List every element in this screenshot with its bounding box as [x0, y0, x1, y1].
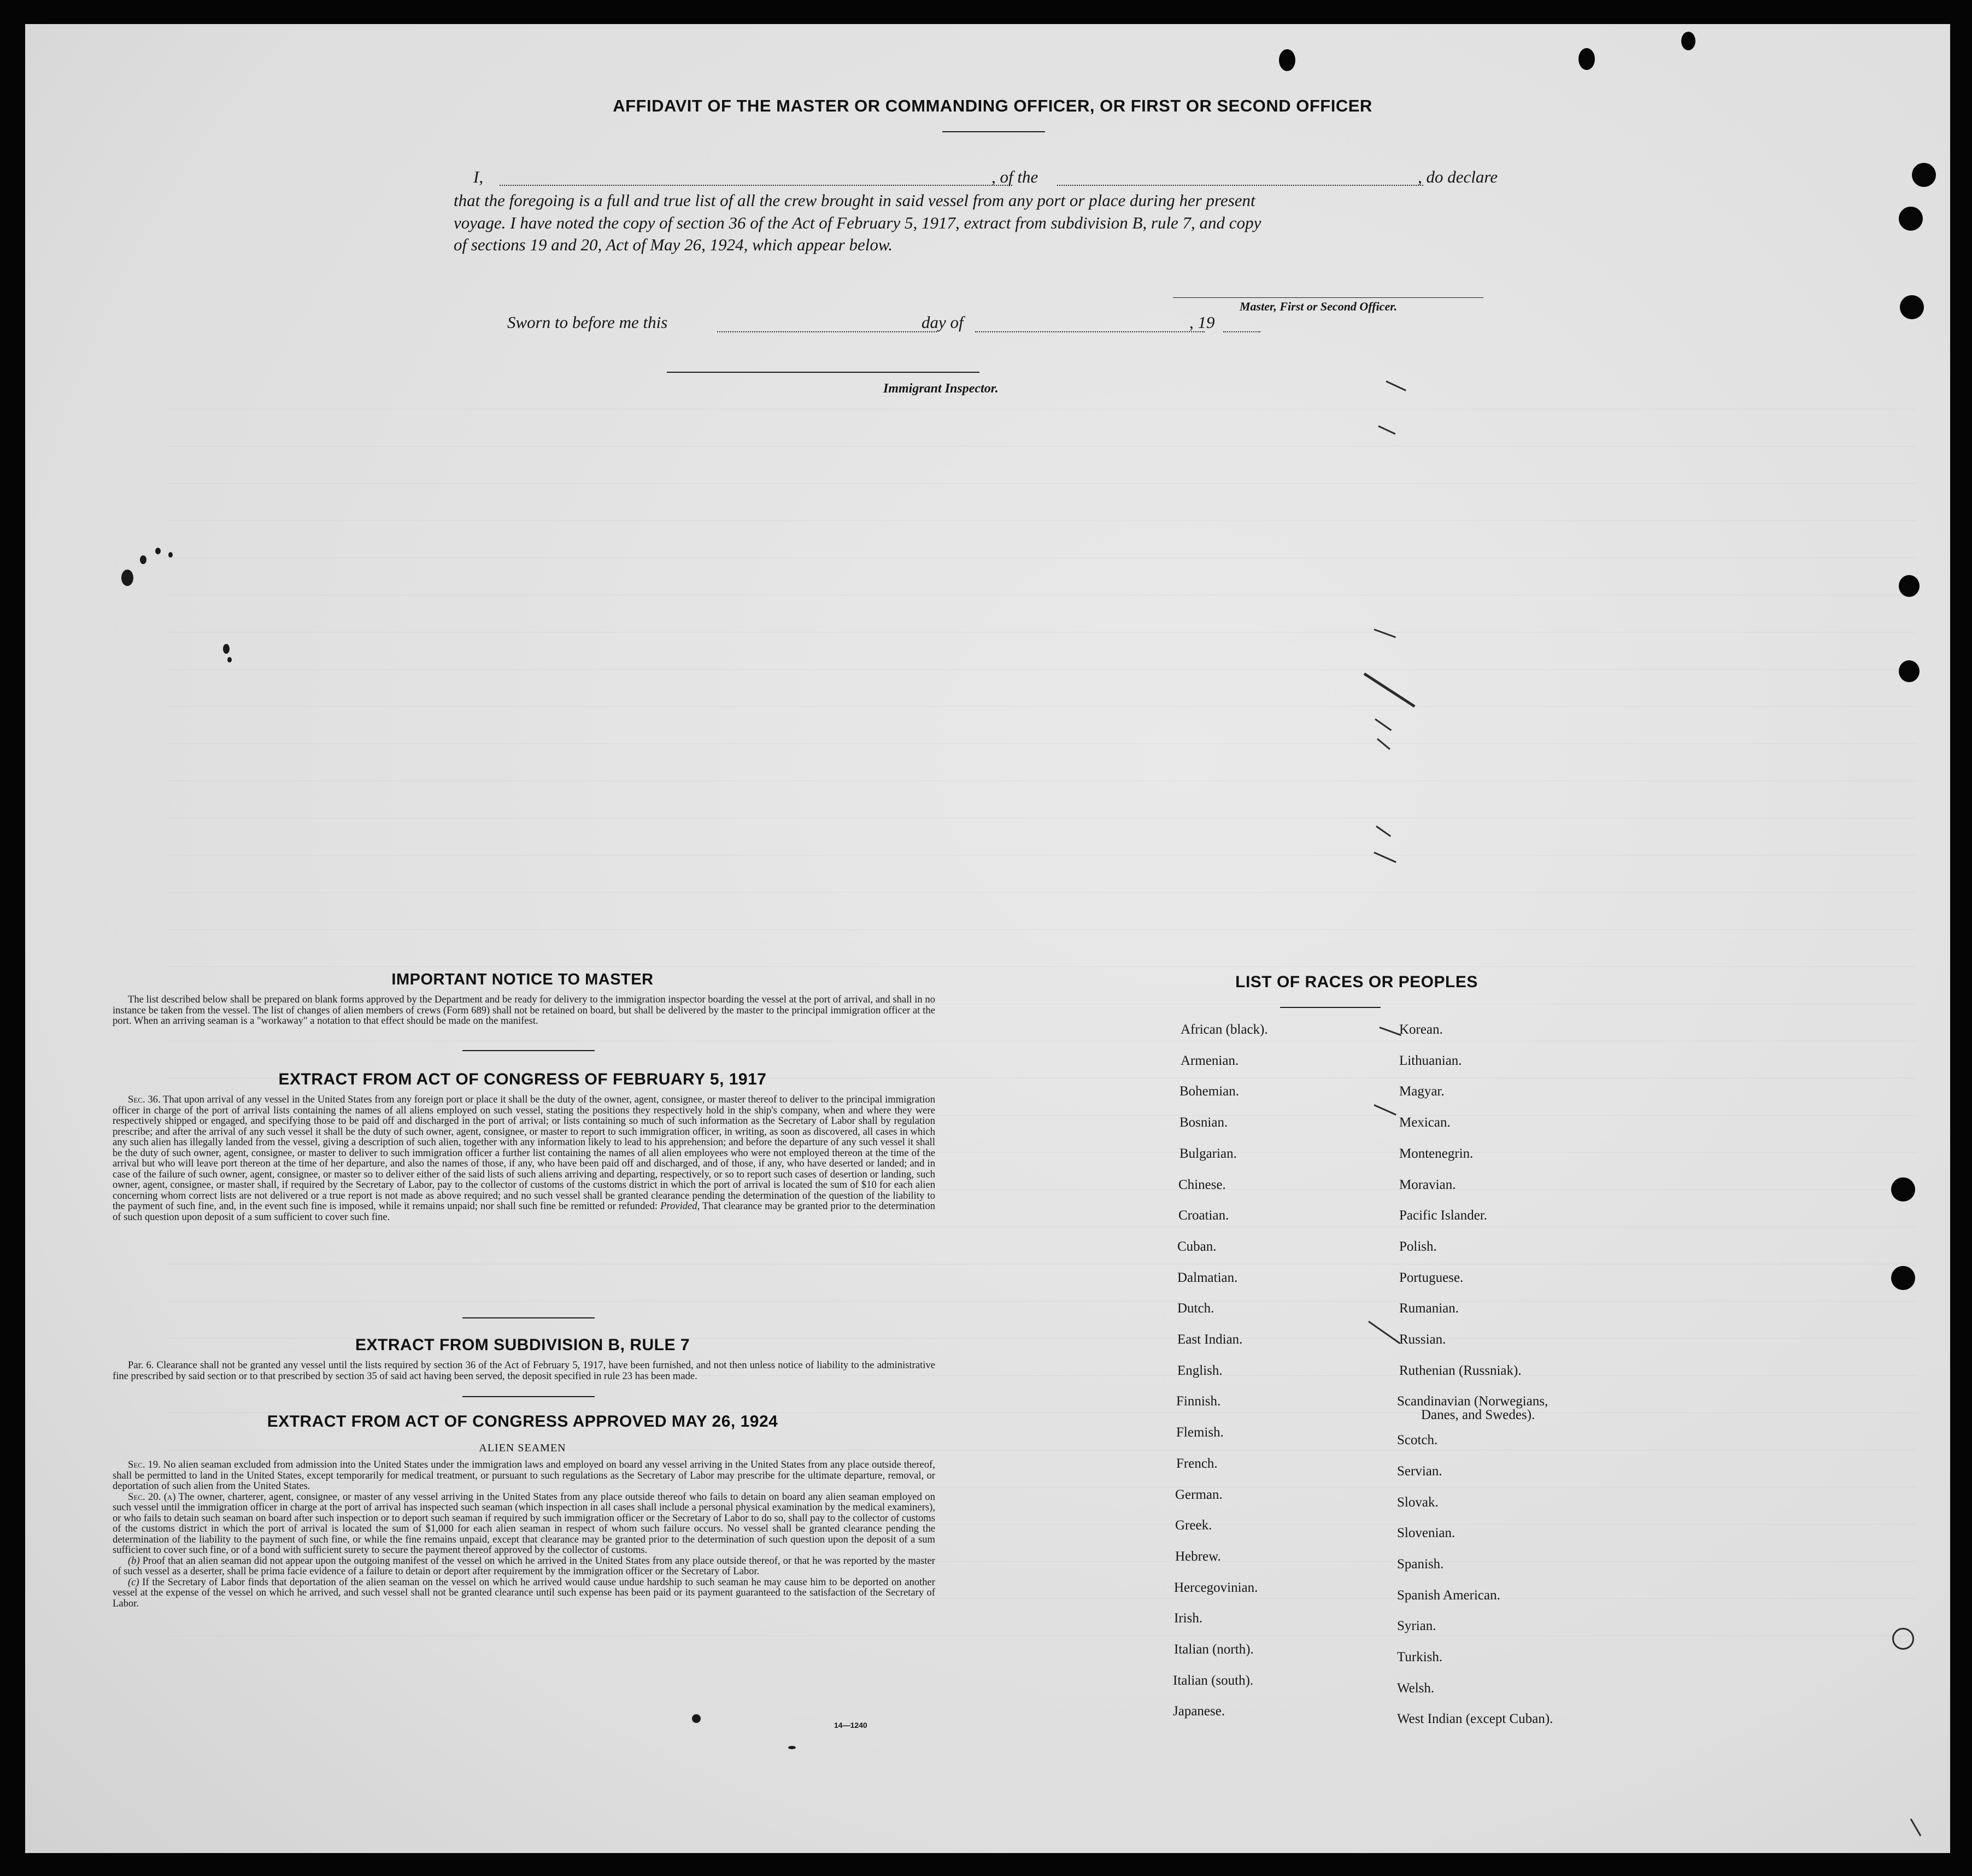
- bleed-through-row: [167, 927, 1916, 930]
- punch-hole: [1279, 49, 1295, 71]
- race-item: Croatian.: [1178, 1208, 1229, 1223]
- ink-speck: [140, 555, 146, 564]
- bleed-through-row: [167, 1299, 1916, 1302]
- affidavit-of-the-label: , of the: [991, 167, 1038, 186]
- bleed-through-row: [167, 778, 1916, 781]
- bleed-through-row: [167, 816, 1916, 818]
- sworn-month-field[interactable]: [975, 331, 1205, 332]
- affidavit-title: AFFIDAVIT OF THE MASTER OR COMMANDING OFFICER, OR FIRST OR SECOND OFFICER: [613, 96, 1372, 115]
- affidavit-i-label: I,: [473, 167, 484, 186]
- race-item: West Indian (except Cuban).: [1397, 1711, 1553, 1726]
- race-item: Spanish.: [1397, 1557, 1444, 1572]
- sec-36-text-end: That clearance may be granted prior to the determination of such question upon deposit of a sum sufficient to cover such fine.: [113, 1200, 936, 1223]
- bleed-through-row: [167, 853, 1916, 855]
- bleed-through-row: [167, 555, 1916, 558]
- race-item: Dutch.: [1177, 1301, 1214, 1316]
- inspector-signature-line[interactable]: [667, 372, 979, 373]
- race-item: Irish.: [1174, 1611, 1203, 1626]
- day-of-label: day of: [922, 313, 964, 332]
- bleed-through-row: [167, 630, 1916, 632]
- sec-19-label: Sec. 19.: [128, 1459, 161, 1470]
- race-item: Dalmatian.: [1177, 1270, 1238, 1285]
- punch-hole: [1912, 163, 1936, 187]
- ink-speck: [121, 570, 133, 586]
- provided-label: Provided,: [660, 1200, 700, 1212]
- notice-paragraph: [113, 994, 935, 1027]
- affidavit-line-2: that the foregoing is a full and true list of all the crew brought in said vessel from any port or place during her present: [454, 191, 1255, 210]
- bleed-through-row: [167, 518, 1916, 521]
- race-item: Scandinavian (Norwegians,: [1397, 1394, 1548, 1409]
- race-item: Korean.: [1399, 1022, 1443, 1037]
- bleed-through-row: [167, 593, 1916, 595]
- sec-20-c-text: If the Secretary of Labor finds that deportation of the alien seaman on the vessel on which he arrived would cause undue hardship to such seaman he may cause him to be deported on another vessel at the expense of the vessel on which he arrived, and such vessel shall not be granted clearance until such expense has been paid or its payment guaranteed to the satisfaction of the Secretary of Labor.: [113, 1576, 935, 1609]
- punch-hole: [1681, 32, 1695, 50]
- ink-speck: [788, 1746, 796, 1749]
- race-item: Syrian.: [1397, 1619, 1436, 1633]
- pencil-mark: [1364, 672, 1416, 707]
- race-item: Chinese.: [1178, 1177, 1226, 1192]
- bleed-through-row: [167, 667, 1916, 670]
- race-item-continued: Danes, and Swedes).: [1421, 1408, 1535, 1422]
- extract-rule7-rule: [462, 1396, 595, 1397]
- sec-20-c-label: (c): [128, 1576, 139, 1588]
- bleed-through-row: [167, 890, 1916, 893]
- extract-1917-paragraph: [113, 1094, 935, 1222]
- ink-speck: [692, 1714, 701, 1723]
- pencil-mark: [1386, 380, 1406, 391]
- vessel-name-field[interactable]: [1057, 185, 1423, 186]
- bleed-through-row: [167, 1224, 1916, 1227]
- extract-1917-title: EXTRACT FROM ACT OF CONGRESS OF FEBRUARY 5, 1917: [278, 1070, 767, 1088]
- race-item: Finnish.: [1176, 1394, 1221, 1409]
- affidavit-line-3: voyage. I have noted the copy of section 36 of the Act of February 5, 1917, extract from subdivision B, rule 7, and copy: [454, 213, 1261, 232]
- race-item: Rumanian.: [1399, 1301, 1459, 1316]
- affidavit-do-declare-label: , do declare: [1418, 167, 1498, 186]
- punch-hole: [1899, 575, 1920, 597]
- ink-speck: [227, 657, 232, 663]
- bleed-through-row: [167, 741, 1916, 744]
- year-label: , 19: [1189, 313, 1215, 332]
- race-item: Welsh.: [1397, 1681, 1435, 1696]
- race-item: Lithuanian.: [1399, 1053, 1462, 1068]
- rule7-text: Par. 6. Clearance shall not be granted any vessel until the lists required by section 36 of the Act of February 5, 1917, have been furnished, and not then unless notice of liability to the administrative fine prescribed by said section or to that prescribed by section 35 of said act having been served, the deposit specified in rule 23 has been made.: [113, 1359, 935, 1382]
- pencil-mark: [1377, 738, 1390, 750]
- extract-rule7-title: EXTRACT FROM SUBDIVISION B, RULE 7: [355, 1336, 690, 1354]
- race-item: African (black).: [1181, 1022, 1268, 1037]
- ink-speck: [155, 548, 161, 554]
- pencil-mark: [1379, 1027, 1401, 1036]
- sworn-label: Sworn to before me this: [507, 313, 668, 332]
- race-item: Spanish American.: [1397, 1588, 1500, 1603]
- race-item: Slovak.: [1397, 1495, 1439, 1510]
- pencil-mark: [1910, 1819, 1922, 1837]
- race-item: East Indian.: [1177, 1332, 1243, 1347]
- affidavit-line-4: of sections 19 and 20, Act of May 26, 1924, which appear below.: [454, 235, 893, 254]
- form-number: 14—1240: [834, 1721, 867, 1730]
- master-signature-label: Master, First or Second Officer.: [1240, 300, 1398, 313]
- race-item: Flemish.: [1176, 1425, 1224, 1440]
- race-item: Bosnian.: [1179, 1115, 1228, 1130]
- punch-hole: [1891, 1177, 1915, 1201]
- pencil-mark: [1378, 425, 1395, 435]
- race-item: Scotch.: [1397, 1433, 1438, 1447]
- punch-hole: [1891, 1266, 1915, 1290]
- race-item: French.: [1176, 1456, 1218, 1471]
- pencil-mark: [1368, 1321, 1400, 1344]
- notice-title: IMPORTANT NOTICE TO MASTER: [391, 971, 654, 988]
- bleed-through-row: [167, 1633, 1916, 1636]
- race-item: Italian (south).: [1173, 1673, 1254, 1688]
- bleed-through-row: [167, 407, 1916, 409]
- pencil-mark: [1376, 825, 1391, 837]
- sec-19-text: No alien seaman excluded from admission into the United States under the immigration laws and employed on board any vessel arriving in the United States from any place outside thereof, shall be permitted to land in the United States, except temporarily for medical treatment, or pursuant to such regulations as the Secretary of Labor may prescribe for the ultimate departure, removal, or deportation of such alien from the United States.: [113, 1459, 935, 1492]
- sworn-year-field[interactable]: [1223, 331, 1260, 332]
- race-item: Moravian.: [1399, 1177, 1456, 1192]
- race-item: Pacific Islander.: [1399, 1208, 1488, 1223]
- race-item: English.: [1177, 1363, 1223, 1378]
- race-item: Portuguese.: [1399, 1270, 1464, 1285]
- sec-36-text: That upon arrival of any vessel in the United States from any foreign port or place it shall be the duty of the owner, agent, consignee, or master thereof to deliver to the principal immigration officer in charge of the port of arrival lists containing the names of all aliens employed on such vessel, stating the positions they respectively hold in the ship's company, when and where they were respectively shipped or engaged, and specifying those to be paid off and discharged in the port of arrival; or lists containing so much of such information as the Secretary of Labor shall by regulation prescribe; and after the arrival of any such vessel it shall be the duty of such owner, agent, consignee, or master to report to such immigration officer, in writing, as soon as discovered, all cases in which any such alien has illegally landed from the vessel, giving a description of such alien, together with any information likely to lead to his apprehension; and before the departure of any such vessel it shall be the duty of such owner, agent, consignee, or master to deliver to such immigration officer a further list containing the names of all alien employees who were not employed thereon at the time of the arrival but who will leave port thereon at the time of her departure, and also the names of those, if any, who have been paid off and discharged, and of those, if any, who have deserted or landed; and in case of the failure of such owner, agent, consignee, or master so to deliver either of the said lists of such aliens arriving and departing, respectively, or so to report such cases of desertion or landing, such owner, agent, consignee, or master shall, if required by the Secretary of Labor, pay to the collector of customs of the customs district in which the port of arrival is located the sum of $10 for each alien concerning whom correct lists are not delivered or a true report is not made as above required; and no such vessel shall be granted clearance pending the determination of the question of the liability to the payment of such fine, and, in the event such fine is imposed, while it remains unpaid; nor shall such fine be remitted or refunded:: [113, 1094, 935, 1212]
- master-name-field[interactable]: [500, 185, 1012, 186]
- races-title: LIST OF RACES OR PEOPLES: [1235, 973, 1478, 991]
- extract-1917-rule: [462, 1317, 595, 1318]
- ink-speck: [168, 552, 173, 558]
- race-item: Bulgarian.: [1179, 1146, 1237, 1161]
- bleed-through-row: [167, 444, 1916, 447]
- race-item: Greek.: [1175, 1518, 1212, 1533]
- bleed-through-row: [167, 1039, 1916, 1041]
- extract-rule7-paragraph: [113, 1360, 935, 1381]
- races-title-rule: [1280, 1007, 1381, 1008]
- race-item: Servian.: [1397, 1464, 1442, 1479]
- bleed-through-row: [167, 1262, 1916, 1264]
- sec-20-b-text: Proof that an alien seaman did not appear upon the outgoing manifest of the vessel on which he arrived in the United States from any place outside thereof, or that he was reported by the master of such vessel as a deserter, shall be prima facie evidence of a failure to detain or deport after requirement by the immigration officer or the Secretary of Labor.: [113, 1555, 935, 1577]
- race-item: Mexican.: [1399, 1115, 1451, 1130]
- extract-1924-paragraph: [113, 1459, 935, 1609]
- inspector-label: Immigrant Inspector.: [883, 382, 999, 396]
- race-item: Hebrew.: [1175, 1549, 1221, 1564]
- sworn-day-field[interactable]: [717, 331, 937, 332]
- race-item: Cuban.: [1177, 1239, 1217, 1254]
- punch-hole: [1900, 295, 1924, 319]
- race-item: Magyar.: [1399, 1084, 1445, 1099]
- sec-20-label: Sec. 20. (a): [128, 1491, 176, 1503]
- race-item: Armenian.: [1181, 1053, 1239, 1068]
- notice-text: The list described below shall be prepared on blank forms approved by the Department and be ready for delivery to the immigration inspector boarding the vessel at the port of arrival, and shall in no instance be taken from the vessel. The list of changes of alien members of crews (Form 689) shall not be retained on board, but shall be delivered by the master to the principal immigration officer at the port. When an arriving seaman is a "workaway" a notation to that effect should be made on the manifest.: [113, 994, 935, 1027]
- extract-1924-title: EXTRACT FROM ACT OF CONGRESS APPROVED MAY 26, 1924: [267, 1412, 778, 1431]
- punch-hole: [1578, 48, 1595, 70]
- race-item: Italian (north).: [1174, 1642, 1254, 1657]
- punch-hole: [1899, 207, 1923, 231]
- bleed-through-row: [167, 704, 1916, 707]
- notice-rule: [462, 1050, 595, 1051]
- race-item: Turkish.: [1397, 1650, 1443, 1664]
- document-page: [25, 24, 1950, 1853]
- punch-hole: [1899, 660, 1920, 682]
- race-item: Ruthenian (Russniak).: [1399, 1363, 1522, 1378]
- affidavit-title-rule: [942, 131, 1045, 132]
- race-item: German.: [1175, 1487, 1223, 1502]
- race-item: Russian.: [1399, 1332, 1446, 1347]
- race-item: Montenegrin.: [1399, 1146, 1474, 1161]
- race-item: Polish.: [1399, 1239, 1437, 1254]
- bleed-through-row: [167, 481, 1916, 484]
- sec-20-text: The owner, charterer, agent, consignee, or master of any vessel arriving in the United States from any place outside thereof who fails to detain on board any alien seaman employed on such vessel until the immigration officer in charge at the port of arrival has inspected such seaman (which inspection in all cases shall include a personal physical examination by the medical examiners), or who fails to detain such seaman on board after such inspection or to deport such seaman if required by such immigration officer or the Secretary of Labor to do so, shall pay to the collector of customs of the customs district in which the port of arrival is located the sum of $1,000 for each alien seaman in respect of whom such failure occurs. No vessel shall be granted clearance pending the determination of the liability to the payment of such fine, or while the fine remains unpaid, except that clearance may be granted prior to the determination of such question upon the deposit of a sum sufficient to cover such fine, or of a bond with sufficient surety to secure the payment thereof approved by the collector of customs.: [113, 1491, 936, 1556]
- pencil-mark: [1375, 718, 1392, 731]
- race-item: Japanese.: [1173, 1704, 1225, 1719]
- race-item: Bohemian.: [1179, 1084, 1240, 1099]
- sec-36-label: Sec. 36.: [128, 1094, 161, 1105]
- ink-speck: [223, 644, 230, 654]
- race-item: Hercegovinian.: [1174, 1580, 1258, 1595]
- alien-seamen-subtitle: ALIEN SEAMEN: [479, 1442, 566, 1454]
- sec-20-b-label: (b): [128, 1555, 140, 1567]
- punch-hole: [1892, 1628, 1914, 1650]
- master-signature-line[interactable]: [1173, 297, 1483, 298]
- bleed-through-row: [167, 964, 1916, 967]
- race-item: Slovenian.: [1397, 1526, 1455, 1540]
